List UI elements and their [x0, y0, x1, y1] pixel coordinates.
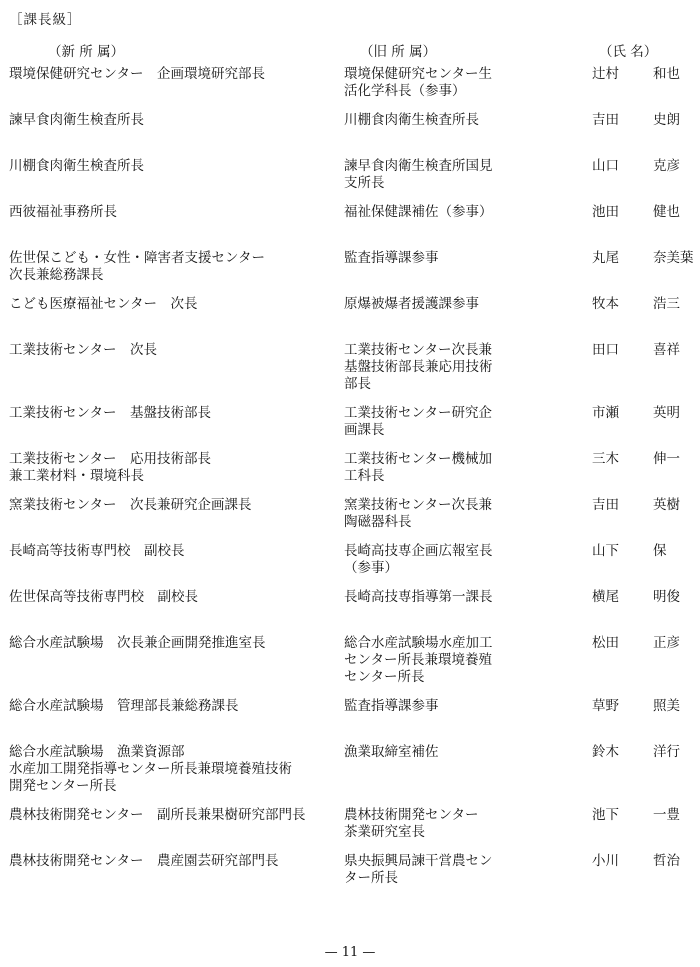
given-name: 史朗	[653, 112, 680, 128]
table-row	[0, 543, 700, 589]
old-affiliation-line: 監査指導課参事	[344, 250, 439, 266]
surname: 松田	[592, 635, 619, 651]
old-affiliation-line: 農林技術開発センター	[344, 807, 479, 823]
new-affiliation	[9, 853, 339, 870]
new-affiliation	[9, 543, 339, 560]
old-affiliation-line: 茶業研究室長	[344, 824, 425, 840]
old-affiliation-line: 工業技術センター次長兼	[344, 342, 492, 358]
old-affiliation-line: ター所長	[344, 870, 398, 886]
old-affiliation	[344, 451, 504, 485]
personnel-table	[0, 66, 700, 899]
new-affiliation	[9, 635, 339, 652]
new-affiliation-line: こども医療福祉センター 次長	[9, 296, 198, 312]
new-affiliation	[9, 112, 339, 129]
surname: 山下	[592, 543, 619, 559]
table-row	[0, 112, 700, 158]
surname: 吉田	[592, 497, 619, 513]
new-affiliation-line: 農林技術開発センター 農産園芸研究部門長	[9, 853, 279, 869]
old-affiliation-line: 環境保健研究センター生	[344, 66, 492, 82]
old-affiliation	[344, 204, 504, 221]
old-affiliation	[344, 250, 504, 267]
new-affiliation-line: 水産加工開発指導センター所長兼環境養殖技術	[9, 761, 292, 777]
new-affiliation-line: 川棚食肉衛生検査所長	[9, 158, 144, 174]
new-affiliation-line: 開発センター所長	[9, 778, 117, 794]
surname: 三木	[592, 451, 619, 467]
new-affiliation	[9, 807, 339, 824]
table-row	[0, 698, 700, 744]
surname: 山口	[592, 158, 619, 174]
old-affiliation	[344, 635, 504, 686]
given-name: 正彦	[653, 635, 680, 651]
old-affiliation-line: 福祉保健課補佐（参事）	[344, 204, 493, 220]
new-affiliation-line: 次長兼総務課長	[9, 267, 104, 283]
new-affiliation	[9, 158, 339, 175]
old-affiliation	[344, 807, 504, 841]
new-affiliation-line: 西彼福祉事務所長	[9, 204, 117, 220]
table-row	[0, 853, 700, 899]
new-affiliation-line: 総合水産試験場 漁業資源部	[9, 744, 185, 760]
new-affiliation	[9, 66, 339, 83]
old-affiliation-line: 漁業取締室補佐	[344, 744, 439, 760]
old-affiliation	[344, 112, 504, 129]
surname: 草野	[592, 698, 619, 714]
new-affiliation-line: 佐世保こども・女性・障害者支援センター	[9, 250, 265, 266]
new-affiliation	[9, 296, 339, 313]
new-affiliation	[9, 451, 339, 485]
new-affiliation	[9, 204, 339, 221]
new-affiliation-line: 工業技術センター 応用技術部長	[9, 451, 211, 467]
old-affiliation	[344, 744, 504, 761]
new-affiliation-line: 工業技術センター 基盤技術部長	[9, 405, 211, 421]
old-affiliation	[344, 698, 504, 715]
old-affiliation-line: 工科長	[344, 468, 385, 484]
given-name: 浩三	[653, 296, 680, 312]
given-name: 喜祥	[653, 342, 680, 358]
new-affiliation	[9, 250, 339, 284]
old-affiliation	[344, 405, 504, 439]
new-affiliation-line: 諫早食肉衛生検査所長	[9, 112, 144, 128]
old-affiliation-line: 活化学科長（参事）	[344, 83, 466, 99]
old-affiliation-line: 総合水産試験場水産加工	[344, 635, 493, 651]
new-affiliation-line: 農林技術開発センター 副所長兼果樹研究部門長	[9, 807, 306, 823]
surname: 市瀬	[592, 405, 619, 421]
table-row	[0, 158, 700, 204]
surname: 辻村	[592, 66, 619, 82]
given-name: 奈美葉	[653, 250, 694, 266]
new-affiliation-line: 総合水産試験場 次長兼企画開発推進室長	[9, 635, 266, 651]
table-row	[0, 744, 700, 807]
given-name: 照美	[653, 698, 680, 714]
header-old-affiliation: （旧 所 属）	[360, 44, 437, 60]
old-affiliation	[344, 543, 504, 577]
header-name: （氏 名）	[599, 44, 658, 60]
table-row	[0, 635, 700, 698]
surname: 池下	[592, 807, 619, 823]
new-affiliation-line: 総合水産試験場 管理部長兼総務課長	[9, 698, 239, 714]
table-row	[0, 451, 700, 497]
header-new-affiliation: （新 所 属）	[48, 44, 125, 60]
old-affiliation	[344, 296, 504, 313]
new-affiliation-line: 佐世保高等技術専門校 副校長	[9, 589, 198, 605]
old-affiliation	[344, 497, 504, 531]
given-name: 和也	[653, 66, 680, 82]
new-affiliation-line: 兼工業材料・環境科長	[9, 468, 144, 484]
new-affiliation-line: 工業技術センター 次長	[9, 342, 157, 358]
surname: 横尾	[592, 589, 619, 605]
table-row	[0, 405, 700, 451]
new-affiliation	[9, 698, 339, 715]
old-affiliation-line: 工業技術センター機械加	[344, 451, 492, 467]
given-name: 保	[653, 543, 667, 559]
given-name: 洋行	[653, 744, 680, 760]
surname: 丸尾	[592, 250, 619, 266]
given-name: 伸一	[653, 451, 680, 467]
old-affiliation-line: 諫早食肉衛生検査所国見	[344, 158, 493, 174]
old-affiliation	[344, 158, 504, 192]
old-affiliation-line: 画課長	[344, 422, 385, 438]
surname: 鈴木	[592, 744, 619, 760]
old-affiliation	[344, 66, 504, 100]
old-affiliation-line: 監査指導課参事	[344, 698, 439, 714]
surname: 牧本	[592, 296, 619, 312]
new-affiliation-line: 窯業技術センター 次長兼研究企画課長	[9, 497, 252, 513]
new-affiliation	[9, 744, 339, 795]
old-affiliation-line: 部長	[344, 376, 371, 392]
new-affiliation-line: 環境保健研究センター 企画環境研究部長	[9, 66, 265, 82]
old-affiliation-line: （参事）	[344, 560, 398, 576]
table-row	[0, 342, 700, 405]
new-affiliation	[9, 589, 339, 606]
given-name: 健也	[653, 204, 680, 220]
table-row	[0, 807, 700, 853]
old-affiliation	[344, 342, 504, 393]
old-affiliation-line: 県央振興局諫干営農セン	[344, 853, 493, 869]
page-number: — 11 —	[324, 945, 376, 960]
surname: 田口	[592, 342, 619, 358]
old-affiliation-line: 長崎高技専企画広報室長	[344, 543, 493, 559]
surname: 吉田	[592, 112, 619, 128]
given-name: 英明	[653, 405, 680, 421]
table-row	[0, 589, 700, 635]
given-name: 英樹	[653, 497, 680, 513]
old-affiliation-line: 基盤技術部長兼応用技術	[344, 359, 493, 375]
surname: 池田	[592, 204, 619, 220]
old-affiliation-line: 支所長	[344, 175, 385, 191]
old-affiliation-line: 川棚食肉衛生検査所長	[344, 112, 479, 128]
old-affiliation-line: センター所長	[344, 669, 425, 685]
new-affiliation	[9, 342, 339, 359]
section-title: ［課長級］	[9, 12, 82, 28]
table-row	[0, 296, 700, 342]
table-row	[0, 66, 700, 112]
old-affiliation-line: 工業技術センター研究企	[344, 405, 492, 421]
table-row	[0, 250, 700, 296]
old-affiliation-line: 長崎高技専指導第一課長	[344, 589, 493, 605]
old-affiliation-line: 窯業技術センター次長兼	[344, 497, 492, 513]
new-affiliation-line: 長崎高等技術専門校 副校長	[9, 543, 185, 559]
new-affiliation	[9, 405, 339, 422]
old-affiliation-line: センター所長兼環境養殖	[344, 652, 492, 668]
given-name: 克彦	[653, 158, 680, 174]
old-affiliation	[344, 853, 504, 887]
surname: 小川	[592, 853, 619, 869]
old-affiliation-line: 陶磁器科長	[344, 514, 412, 530]
given-name: 哲治	[653, 853, 680, 869]
new-affiliation	[9, 497, 339, 514]
old-affiliation	[344, 589, 504, 606]
given-name: 明俊	[653, 589, 680, 605]
given-name: 一豊	[653, 807, 680, 823]
table-row	[0, 204, 700, 250]
old-affiliation-line: 原爆被爆者援護課参事	[344, 296, 479, 312]
table-row	[0, 497, 700, 543]
